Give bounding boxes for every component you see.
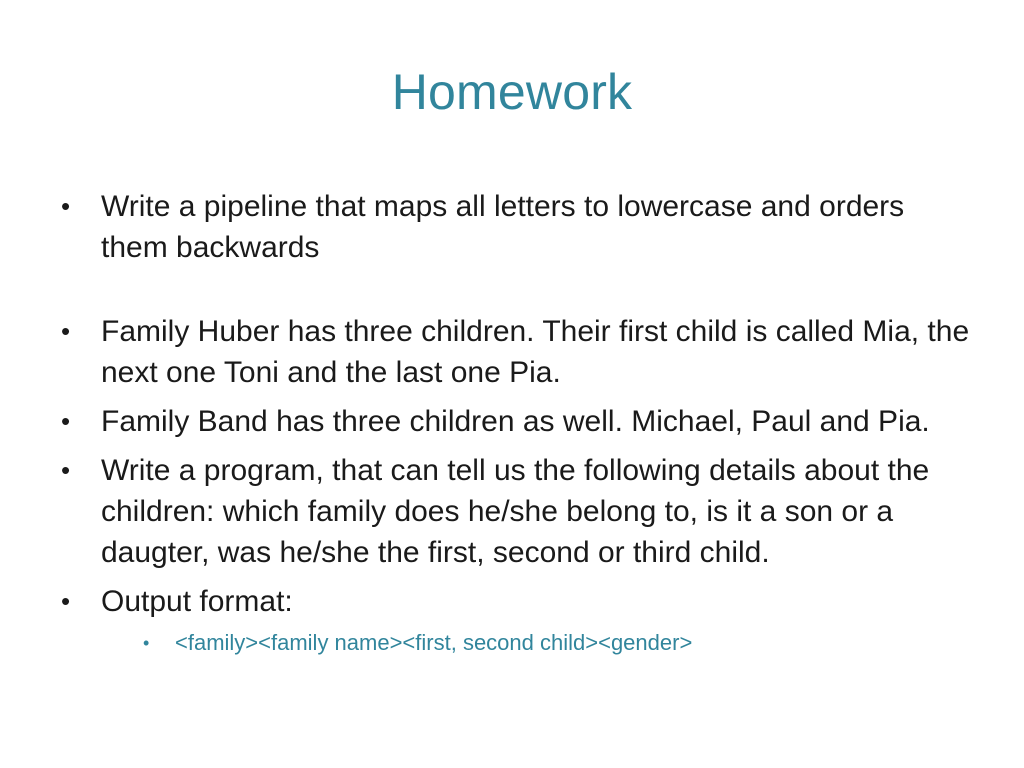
bullet-text: Write a program, that can tell us the following details about the children: which family does he/she belong to, is it a son or a daugter, was he/she the first, second or third child. [101,454,930,569]
bullet-icon: • [61,455,71,485]
bullet-item [57,311,977,393]
bullet-item [57,581,977,622]
bullet-text: Output format: [101,585,293,618]
bullet-icon: • [61,406,71,436]
sub-bullet-icon: • [143,633,150,653]
slide-title: Homework [391,64,633,120]
bullet-text: Write a pipeline that maps all letters to lowercase and orders them backwards [101,190,905,264]
bullet-text: Family Band has three children as well. Michael, Paul and Pia. [101,405,930,438]
bullet-icon: • [61,316,71,346]
bullet-item [57,401,977,442]
bullet-icon: • [61,586,71,616]
bullet-text: Family Huber has three children. Their first child is called Mia, the next one Toni and the last one Pia. [101,315,970,389]
bullet-item [57,450,977,573]
slide-content [57,186,977,660]
bullet-item [57,186,977,268]
sub-bullet-item [143,626,977,660]
sub-bullet-text: <family><family name><first, second child><gender> [175,630,693,655]
bullet-icon: • [61,191,71,221]
